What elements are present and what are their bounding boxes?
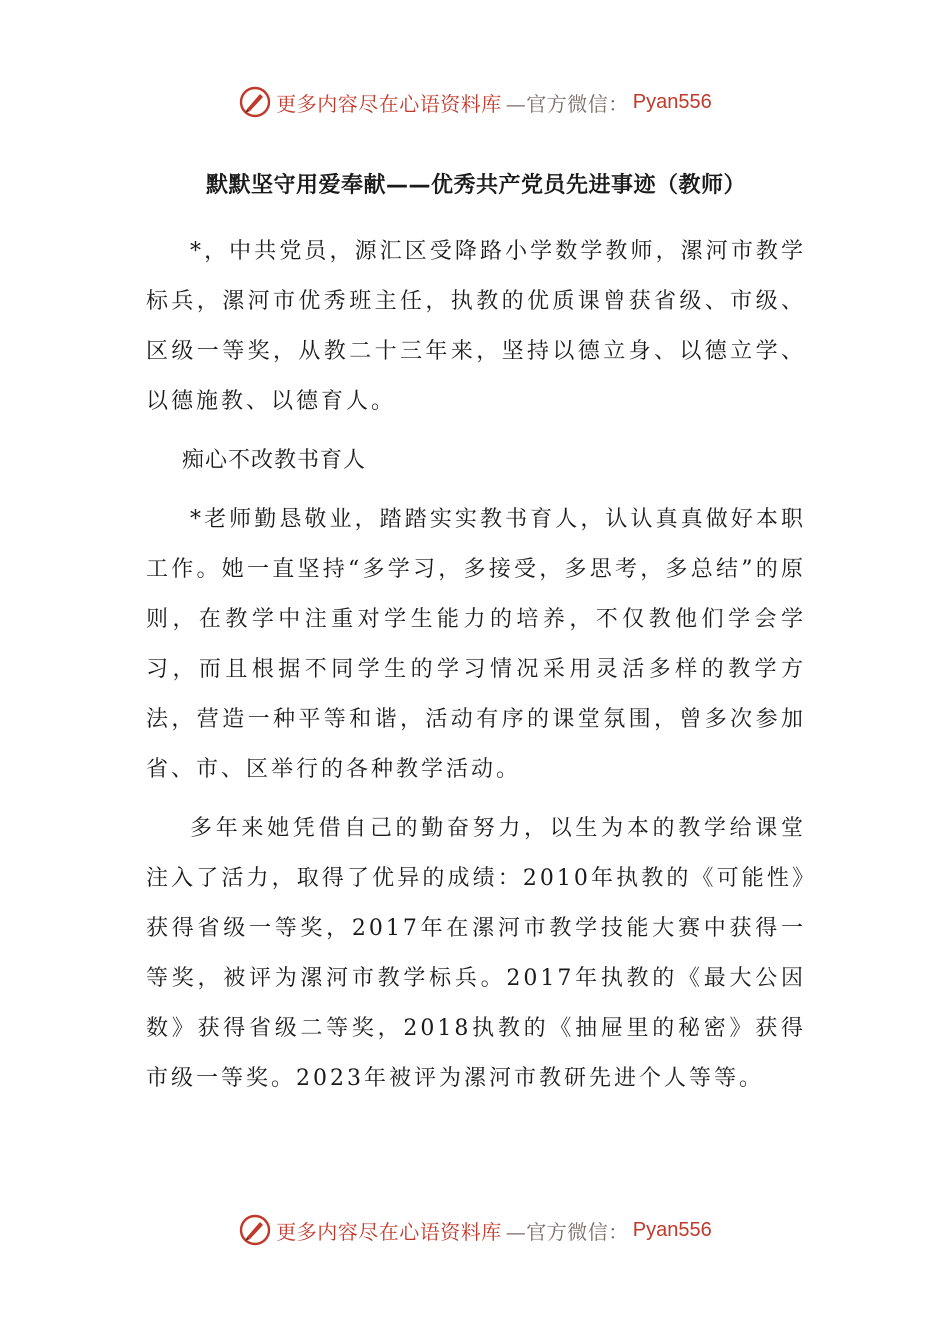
footer-watermark bbox=[0, 1210, 950, 1250]
watermark-main-text: 更多内容尽在心语资料库 bbox=[276, 1219, 502, 1244]
watermark-sub-text: —官方微信： bbox=[505, 1219, 629, 1244]
paragraph-intro: *，中共党员，源汇区受降路小学数学教师，漯河市教学标兵，漯河市优秀班主任，执教的优质课曾获省级、市级、区级一等奖，从教二十三年来，坚持以德立身、以德立学、以德施教、以德育人。 bbox=[146, 239, 806, 415]
pen-logo-icon bbox=[238, 1213, 272, 1247]
header-watermark bbox=[0, 82, 950, 122]
document-body bbox=[146, 168, 806, 1113]
section-heading: 痴心不改教书育人 bbox=[182, 448, 367, 474]
watermark-main-text: 更多内容尽在心语资料库 bbox=[276, 91, 502, 116]
paragraph-achievements: 多年来她凭借自己的勤奋努力，以生为本的教学给课堂注入了活力，取得了优异的成绩：2010年执教的《可能性》获得省级一等奖，2017年在漯河市教学技能大赛中获得一等奖，被评为漯河市教学标兵。2017年执教的《最大公因数》获得省级二等奖，2018执教的《抽屉里的秘密》获得市级一等奖。2023年被评为漯河市教研先进个人等等。 bbox=[146, 816, 806, 1092]
watermark-id-text: Pyan556 bbox=[632, 90, 712, 113]
pen-logo-icon bbox=[238, 85, 272, 119]
paragraph-teaching: *老师勤恳敬业，踏踏实实教书育人，认认真真做好本职工作。她一直坚持“多学习，多接受，多思考，多总结”的原则，在教学中注重对学生能力的培养，不仅教他们学会学习，而且根据不同学生的学习情况采用灵活多样的教学方法，营造一种平等和谐，活动有序的课堂氛围，曾多次参加省、市、区举行的各种教学活动。 bbox=[146, 507, 806, 783]
document-title: 默默坚守用爱奉献——优秀共产党员先进事迹（教师） bbox=[205, 173, 746, 198]
watermark-id-text: Pyan556 bbox=[632, 1218, 712, 1241]
watermark-sub-text: —官方微信： bbox=[505, 91, 629, 116]
